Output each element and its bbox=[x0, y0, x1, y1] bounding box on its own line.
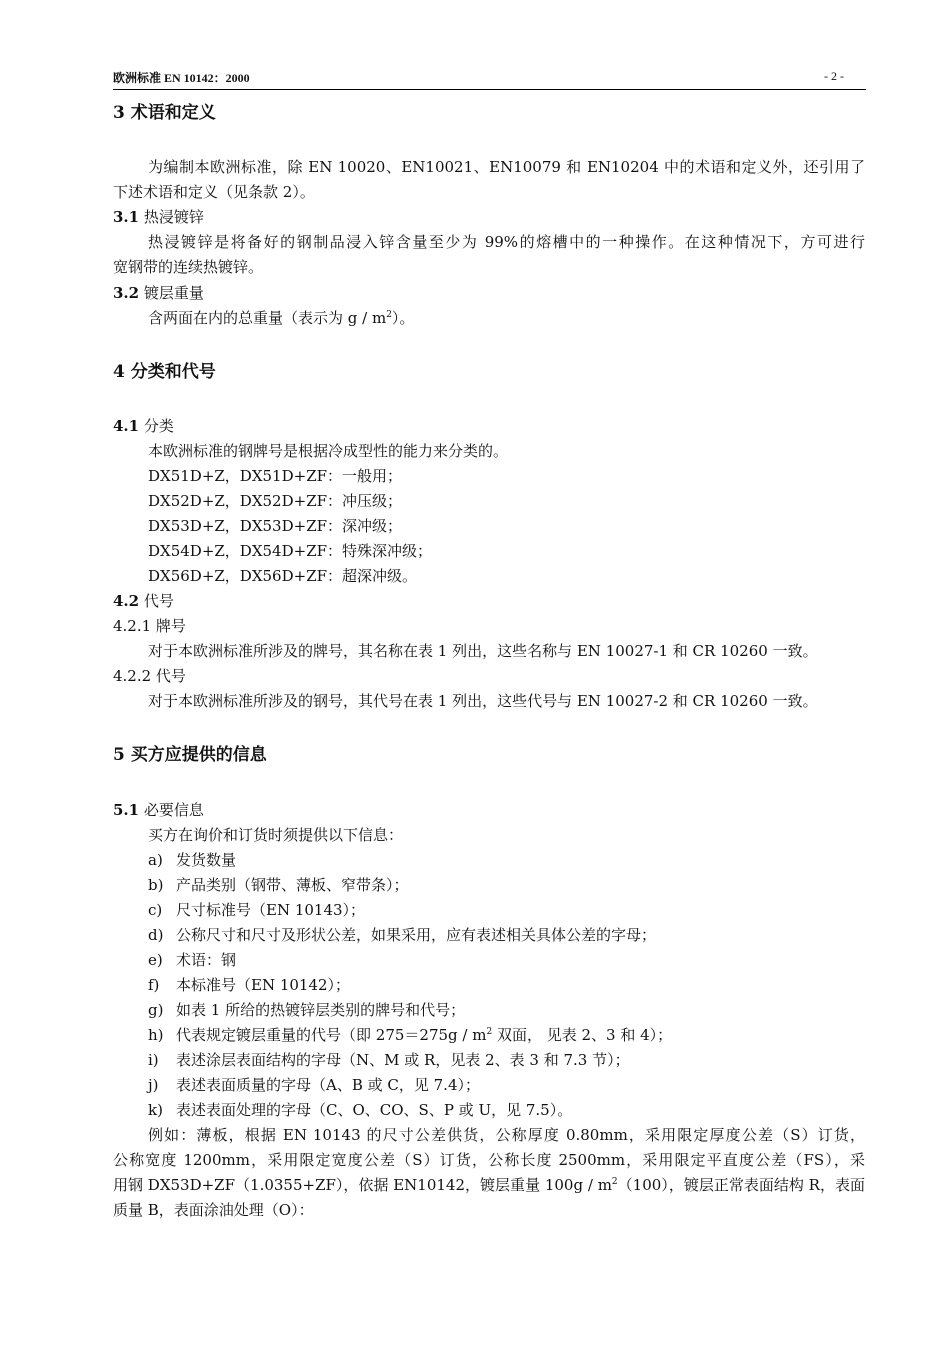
list-item bbox=[148, 1025, 672, 1045]
clause-number: 4.2 bbox=[113, 592, 140, 610]
section-3-intro-line-2: 下述术语和定义（见条款 2）。 bbox=[113, 183, 315, 201]
running-header bbox=[113, 69, 866, 86]
list-item-label: j) bbox=[148, 1076, 159, 1094]
section-3-intro-line-1: 为编制本欧洲标准，除 EN 10020、EN10021、EN10079 和 EN10204 中的术语和定义外，还引用了 bbox=[148, 158, 865, 176]
clause-3-2-heading bbox=[113, 283, 204, 303]
clause-title: 镀层重量 bbox=[139, 284, 204, 302]
grade-line: DX54D+Z，DX54D+ZF：特殊深冲级； bbox=[148, 542, 433, 560]
list-item-text: 公称尺寸和尺寸及形状公差，如果采用，应有表述相关具体公差的字母； bbox=[176, 926, 657, 944]
list-item-label: h) bbox=[148, 1026, 164, 1044]
clause-3-1-heading bbox=[113, 207, 204, 227]
clause-title: 代号 bbox=[139, 592, 174, 610]
section-5-heading: 5 买方应提供的信息 bbox=[113, 745, 267, 765]
example-line-2: 公称宽度 1200mm，采用限定宽度公差（S）订货，公称长度 2500mm，采用限定平直度公差（FS），采 bbox=[113, 1151, 865, 1169]
list-item-text: 本标准号（EN 10142）； bbox=[176, 976, 351, 994]
clause-4-2-1-heading: 4.2.1 牌号 bbox=[113, 617, 186, 635]
superscript: 2 bbox=[486, 1027, 493, 1037]
superscript: 2 bbox=[611, 1177, 618, 1187]
clause-4-2-2-text: 对于本欧洲标准所涉及的钢号，其代号在表 1 列出，这些代号与 EN 10027-2 和 CR 10260 一致。 bbox=[148, 692, 818, 710]
list-item-text: 如表 1 所给的热镀锌层类别的牌号和代号； bbox=[176, 1001, 466, 1019]
list-item-label: g) bbox=[148, 1001, 164, 1019]
text-part: 含两面在内的总重量（表示为 g / m bbox=[148, 309, 387, 327]
list-item-text: 尺寸标准号（EN 10143）； bbox=[176, 901, 366, 919]
clause-number: 3.1 bbox=[113, 208, 140, 226]
clause-title: 热浸镀锌 bbox=[139, 208, 204, 226]
text-part: ）。 bbox=[391, 309, 415, 327]
list-item bbox=[148, 1100, 572, 1120]
header-rule bbox=[113, 89, 866, 90]
grade-line: DX53D+Z，DX53D+ZF：深冲级； bbox=[148, 517, 403, 535]
clause-title: 必要信息 bbox=[139, 801, 204, 819]
list-item-label: f) bbox=[148, 976, 160, 994]
clause-number: 3.2 bbox=[113, 284, 140, 302]
list-item bbox=[148, 925, 656, 945]
clause-title: 分类 bbox=[139, 417, 174, 435]
section-3-heading: 3 术语和定义 bbox=[113, 103, 216, 123]
list-item-label: i) bbox=[148, 1051, 159, 1069]
list-item bbox=[148, 1000, 465, 1020]
text-part: （100），镀层正常表面结构 R，表面 bbox=[617, 1176, 865, 1194]
clause-number: 5.1 bbox=[113, 801, 140, 819]
clause-4-1-text: 本欧洲标准的钢牌号是根据冷成型性的能力来分类的。 bbox=[148, 442, 509, 460]
list-item-label: e) bbox=[148, 951, 163, 969]
clause-4-2-heading bbox=[113, 591, 174, 611]
clause-4-1-heading bbox=[113, 416, 174, 436]
grade-line: DX51D+Z，DX51D+ZF：一般用； bbox=[148, 467, 403, 485]
list-item-label: b) bbox=[148, 876, 164, 894]
page-number: - 2 - bbox=[824, 69, 844, 83]
list-item bbox=[148, 1050, 630, 1070]
list-item-text: 术语：钢 bbox=[176, 951, 237, 969]
example-line-1: 例如：薄板，根据 EN 10143 的尺寸公差供货，公称厚度 0.80mm，采用限定厚度公差（S）订货， bbox=[148, 1126, 865, 1144]
list-item-text: 发货数量 bbox=[176, 851, 237, 869]
section-4-heading: 4 分类和代号 bbox=[113, 362, 216, 382]
clause-5-1-heading bbox=[113, 800, 204, 820]
list-item bbox=[148, 975, 350, 995]
superscript: 2 bbox=[386, 310, 392, 320]
list-item-text: 代表规定镀层重量的代号（即 275＝275g / m bbox=[176, 1026, 487, 1044]
list-item bbox=[148, 850, 236, 870]
header-title: 欧洲标准 EN 10142：2000 bbox=[113, 71, 250, 85]
clause-3-2-text bbox=[148, 308, 414, 328]
list-item-label: d) bbox=[148, 926, 164, 944]
list-item-text: 表述表面处理的字母（C、O、CO、S、P 或 U，见 7.5）。 bbox=[176, 1101, 573, 1119]
list-item-text: 产品类别（钢带、薄板、窄带条）； bbox=[176, 876, 409, 894]
clause-3-1-text-line-2: 宽钢带的连续热镀锌。 bbox=[113, 258, 264, 276]
grade-line: DX56D+Z，DX56D+ZF：超深冲级。 bbox=[148, 567, 418, 585]
list-item-label: a) bbox=[148, 851, 163, 869]
list-item bbox=[148, 1075, 480, 1095]
list-item bbox=[148, 900, 365, 920]
list-item bbox=[148, 950, 236, 970]
list-item-text: 表述表面质量的字母（A、B 或 C，见 7.4）； bbox=[176, 1076, 480, 1094]
text-part: 用钢 DX53D+ZF（1.0355+ZF），依据 EN10142，镀层重量 100g / m bbox=[113, 1176, 612, 1194]
clause-4-2-2-heading: 4.2.2 代号 bbox=[113, 667, 186, 685]
example-line-4: 质量 B，表面涂油处理（O）： bbox=[113, 1201, 314, 1219]
example-line-3 bbox=[113, 1175, 865, 1195]
clause-5-1-intro: 买方在询价和订货时须提供以下信息： bbox=[148, 826, 404, 844]
list-item bbox=[148, 875, 409, 895]
grade-line: DX52D+Z，DX52D+ZF：冲压级； bbox=[148, 492, 403, 510]
list-item-text: 表述涂层表面结构的字母（N、M 或 R，见表 2、表 3 和 7.3 节）； bbox=[176, 1051, 630, 1069]
clause-3-1-text-line-1: 热浸镀锌是将备好的钢制品浸入锌含量至少为 99%的熔槽中的一种操作。在这种情况下，方可进行 bbox=[148, 233, 865, 251]
list-item-label: k) bbox=[148, 1101, 163, 1119]
clause-4-2-1-text: 对于本欧洲标准所涉及的牌号，其名称在表 1 列出，这些名称与 EN 10027-1 和 CR 10260 一致。 bbox=[148, 642, 818, 660]
list-item-text-tail: 双面， 见表 2、3 和 4）； bbox=[492, 1026, 673, 1044]
clause-number: 4.1 bbox=[113, 417, 140, 435]
list-item-label: c) bbox=[148, 901, 163, 919]
